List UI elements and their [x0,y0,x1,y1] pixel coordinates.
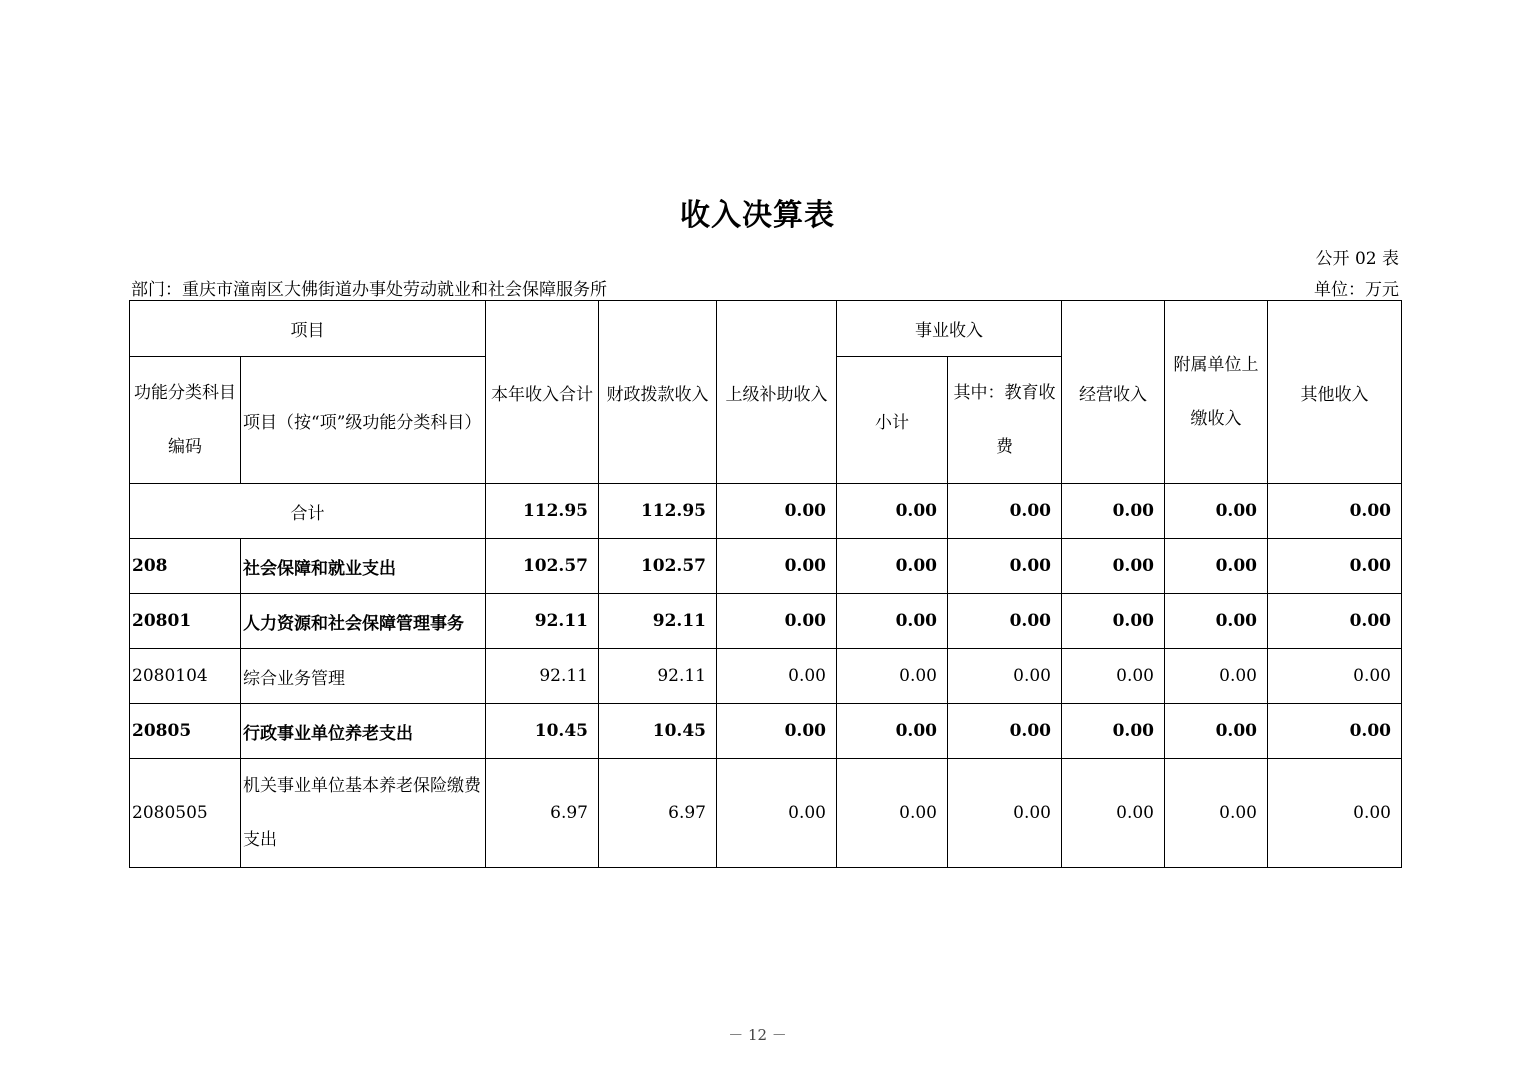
page-title: 收入决算表 [680,198,835,233]
page-number: － 12 － [728,1026,787,1044]
cell-education: 0.00 [948,649,1062,704]
cell-superior: 0.00 [717,704,837,759]
row-code: 208 [130,539,241,594]
cell-operating: 0.00 [1062,759,1165,868]
table-row-total [130,484,1402,539]
row-name: 人力资源和社会保障管理事务 [241,594,486,649]
header-project-name: 项目（按“项”级功能分类科目） [241,357,486,484]
cell-subtotal: 0.00 [837,594,948,649]
cell-total: 102.57 [486,539,599,594]
row-code: 20801 [130,594,241,649]
unit-label: 单位：万元 [1314,280,1399,300]
row-name: 社会保障和就业支出 [241,539,486,594]
cell-education: 0.00 [948,484,1062,539]
table-row [130,539,1402,594]
header-func-code: 功能分类科目编码 [130,357,241,484]
header-operating: 经营收入 [1062,301,1165,484]
cell-subtotal: 0.00 [837,649,948,704]
cell-fiscal: 112.95 [599,484,717,539]
cell-other: 0.00 [1268,704,1402,759]
cell-education: 0.00 [948,539,1062,594]
cell-superior: 0.00 [717,649,837,704]
cell-operating: 0.00 [1062,594,1165,649]
cell-total: 10.45 [486,704,599,759]
cell-total: 6.97 [486,759,599,868]
cell-subtotal: 0.00 [837,539,948,594]
row-code: 2080505 [130,759,241,868]
cell-education: 0.00 [948,704,1062,759]
cell-affiliated: 0.00 [1165,484,1268,539]
header-subtotal: 小计 [837,357,948,484]
header-total-income: 本年收入合计 [486,301,599,484]
header-superior: 上级补助收入 [717,301,837,484]
cell-total: 92.11 [486,594,599,649]
row-code: 20805 [130,704,241,759]
row-name: 综合业务管理 [241,649,486,704]
cell-other: 0.00 [1268,759,1402,868]
header-fiscal: 财政拨款收入 [599,301,717,484]
cell-education: 0.00 [948,594,1062,649]
cell-other: 0.00 [1268,594,1402,649]
header-project: 项目 [130,301,486,357]
cell-operating: 0.00 [1062,539,1165,594]
cell-fiscal: 10.45 [599,704,717,759]
table-row [130,649,1402,704]
header-education: 其中：教育收费 [948,357,1062,484]
cell-other: 0.00 [1268,484,1402,539]
cell-superior: 0.00 [717,759,837,868]
header-business: 事业收入 [837,301,1062,357]
cell-subtotal: 0.00 [837,759,948,868]
cell-fiscal: 92.11 [599,649,717,704]
cell-total: 92.11 [486,649,599,704]
cell-subtotal: 0.00 [837,484,948,539]
cell-other: 0.00 [1268,649,1402,704]
cell-other: 0.00 [1268,539,1402,594]
row-name: 合计 [130,484,486,539]
cell-total: 112.95 [486,484,599,539]
table-id: 公开 02 表 [1315,249,1399,269]
cell-education: 0.00 [948,759,1062,868]
header-affiliated: 附属单位上缴收入 [1165,301,1268,484]
cell-operating: 0.00 [1062,704,1165,759]
cell-affiliated: 0.00 [1165,594,1268,649]
table-row [130,594,1402,649]
row-name: 行政事业单位养老支出 [241,704,486,759]
cell-fiscal: 92.11 [599,594,717,649]
table-row [130,704,1402,759]
cell-affiliated: 0.00 [1165,759,1268,868]
cell-fiscal: 6.97 [599,759,717,868]
cell-subtotal: 0.00 [837,704,948,759]
table-row [130,759,1402,868]
cell-operating: 0.00 [1062,649,1165,704]
row-code: 2080104 [130,649,241,704]
header-other: 其他收入 [1268,301,1402,484]
cell-superior: 0.00 [717,484,837,539]
cell-affiliated: 0.00 [1165,539,1268,594]
cell-operating: 0.00 [1062,484,1165,539]
row-name: 机关事业单位基本养老保险缴费支出 [241,759,486,868]
cell-superior: 0.00 [717,594,837,649]
income-statement-table [129,300,1402,868]
cell-fiscal: 102.57 [599,539,717,594]
cell-affiliated: 0.00 [1165,649,1268,704]
cell-affiliated: 0.00 [1165,704,1268,759]
cell-superior: 0.00 [717,539,837,594]
department-label: 部门：重庆市潼南区大佛街道办事处劳动就业和社会保障服务所 [131,280,607,300]
